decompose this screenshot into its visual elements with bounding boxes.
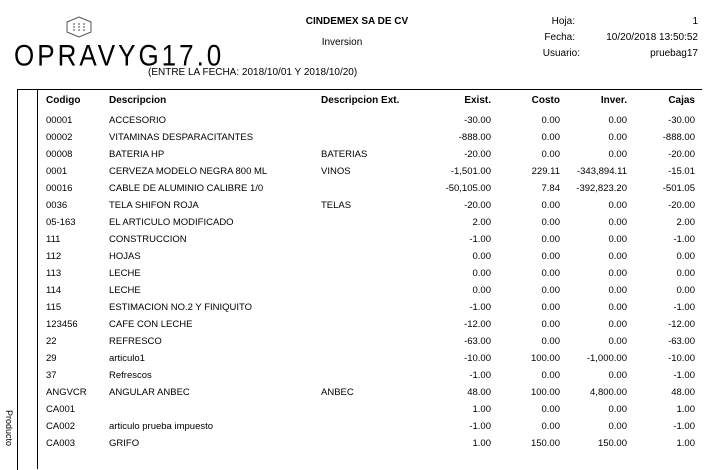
cell-inver: -343,894.11 [576,166,627,177]
cell-cajas: 0.00 [676,251,695,262]
cell-exist: 0.00 [472,268,491,279]
cell-cajas: 0.00 [676,285,695,296]
cell-codigo: 29 [46,353,57,364]
cell-codigo: 00016 [46,183,73,194]
cell-exist: -20.00 [464,200,491,211]
cell-costo: 0.00 [541,217,560,228]
cell-inver: 0.00 [608,115,627,126]
fecha-value: 10/20/2018 13:50:52 [606,32,698,43]
cell-codigo: 111 [46,234,61,245]
col-header-cajas: Cajas [668,95,695,106]
col-header-costo: Costo [531,95,560,106]
cell-inver: 150.00 [597,438,627,449]
cell-inver: 0.00 [608,404,627,415]
logo-text: OPRAVYG17.0 [14,38,225,73]
company-name: CINDEMEX SA DE CV [305,16,409,27]
cell-costo: 229.11 [531,166,560,177]
cell-exist: 48.00 [467,387,491,398]
cell-exist: -1.00 [469,421,491,432]
cell-cajas: -1.00 [673,302,695,313]
cell-costo: 0.00 [541,149,560,160]
hoja-value: 1 [692,16,698,27]
cell-inver: 0.00 [608,149,627,160]
col-header-descripcion-ext: Descripcion Ext. [321,95,400,106]
cell-cajas: -1.00 [673,370,695,381]
cell-descripcion: BATERIA HP [109,149,165,160]
table-row [0,217,713,234]
cell-codigo: 00008 [46,149,73,160]
cell-exist: -1,501.00 [450,166,491,177]
cell-descripcion: CONSTRUCCION [109,234,187,245]
cell-codigo: CA002 [46,421,76,432]
cell-descripcion: REFRESCO [109,336,162,347]
table-row [0,183,713,200]
cell-cajas: -501.05 [662,183,695,194]
cell-exist: -30.00 [464,115,491,126]
table-row [0,251,713,268]
cell-descripcion: LECHE [109,285,141,296]
cell-descripcion: articulo prueba impuesto [109,421,214,432]
usuario-value: pruebag17 [650,48,698,59]
cell-costo: 0.00 [541,268,560,279]
cell-inver: 0.00 [608,319,627,330]
cell-inver: 0.00 [608,251,627,262]
cell-cajas: -63.00 [668,336,695,347]
cell-cajas: 1.00 [676,438,695,449]
cell-exist: -1.00 [469,234,491,245]
cell-costo: 0.00 [541,115,560,126]
cell-codigo: 37 [46,370,57,381]
logo-hexagon-icon [64,16,94,38]
table-row [0,132,713,149]
cell-descripcion: Refrescos [109,370,152,381]
cell-descripcion-ext: BATERIAS [321,149,368,160]
cell-exist: 0.00 [472,251,491,262]
cell-cajas: -1.00 [673,421,695,432]
cell-inver: 0.00 [608,336,627,347]
cell-costo: 7.84 [541,183,560,194]
report-title: Inversion [321,37,363,48]
col-header-inver: Inver. [600,95,627,106]
cell-exist: -888.00 [458,132,491,143]
cell-costo: 0.00 [541,404,560,415]
cell-costo: 0.00 [541,319,560,330]
cell-costo: 0.00 [541,234,560,245]
cell-exist: 0.00 [472,285,491,296]
usuario-label: Usuario: [542,48,580,59]
cell-cajas: 2.00 [676,217,695,228]
cell-exist: 1.00 [472,438,491,449]
cell-codigo: 0001 [46,166,68,177]
cell-costo: 0.00 [541,302,560,313]
table-row [0,319,713,336]
cell-costo: 0.00 [541,421,560,432]
table-row [0,268,713,285]
cell-inver: -1,000.00 [586,353,627,364]
table-row [0,421,713,438]
cell-cajas: 0.00 [676,268,695,279]
table-row [0,404,713,421]
table-row [0,115,713,132]
table-row [0,166,713,183]
cell-cajas: -30.00 [668,115,695,126]
cell-cajas: -20.00 [668,200,695,211]
cell-costo: 150.00 [530,438,560,449]
cell-exist: -12.00 [464,319,491,330]
cell-descripcion: CAFE CON LECHE [109,319,193,330]
date-range: (ENTRE LA FECHA: 2018/10/01 Y 2018/10/20) [148,67,358,78]
cell-codigo: 112 [46,251,62,262]
cell-descripcion-ext: ANBEC [321,387,354,398]
cell-costo: 100.00 [530,387,560,398]
cell-cajas: -10.00 [668,353,695,364]
cell-costo: 0.00 [541,251,560,262]
cell-cajas: -888.00 [662,132,695,143]
cell-descripcion: GRIFO [109,438,140,449]
cell-descripcion: EL ARTICULO MODIFICADO [109,217,234,228]
cell-inver: 0.00 [608,200,627,211]
cell-inver: 0.00 [608,421,627,432]
cell-descripcion: CERVEZA MODELO NEGRA 800 ML [109,166,268,177]
cell-inver: -392,823.20 [576,183,627,194]
col-header-codigo: Codigo [46,95,81,106]
cell-descripcion: VITAMINAS DESPARACITANTES [109,132,254,143]
cell-descripcion: LECHE [109,268,141,279]
cell-codigo: 113 [46,268,62,279]
cell-inver: 0.00 [608,217,627,228]
cell-descripcion-ext: TELAS [321,200,352,211]
cell-descripcion: TELA SHIFON ROJA [109,200,199,211]
cell-descripcion: ANGULAR ANBEC [109,387,190,398]
cell-descripcion-ext: VINOS [321,166,351,177]
cell-exist: -50,105.00 [445,183,491,194]
cell-inver: 0.00 [608,132,627,143]
cell-exist: -1.00 [469,302,491,313]
table-row [0,438,713,455]
cell-inver: 0.00 [608,234,627,245]
table-row [0,302,713,319]
cell-codigo: 0036 [46,200,68,211]
cell-costo: 0.00 [541,285,560,296]
table-row [0,370,713,387]
cell-exist: -63.00 [464,336,491,347]
cell-cajas: -12.00 [668,319,695,330]
cell-inver: 0.00 [608,268,627,279]
table-row [0,149,713,166]
cell-exist: -1.00 [469,370,491,381]
table-row [0,387,713,404]
cell-inver: 0.00 [608,370,627,381]
table-row [0,353,713,370]
cell-codigo: 00002 [46,132,73,143]
cell-descripcion: articulo1 [109,353,145,364]
cell-codigo: CA003 [46,438,76,449]
cell-inver: 4,800.00 [590,387,627,398]
cell-codigo: 00001 [46,115,73,126]
cell-exist: 2.00 [472,217,491,228]
cell-descripcion: ACCESORIO [109,115,167,126]
cell-codigo: 114 [46,285,62,296]
cell-descripcion: CABLE DE ALUMINIO CALIBRE 1/0 [109,183,264,194]
cell-exist: -10.00 [464,353,491,364]
fecha-label: Fecha: [544,32,575,43]
cell-codigo: 123456 [46,319,78,330]
col-header-exist: Exist. [464,95,491,106]
cell-codigo: ANGVCR [46,387,87,398]
cell-cajas: -15.01 [668,166,695,177]
cell-costo: 100.00 [530,353,560,364]
col-header-descripcion: Descripcion [109,95,167,106]
cell-cajas: -1.00 [673,234,695,245]
hoja-label: Hoja: [551,16,575,27]
cell-descripcion: HOJAS [109,251,141,262]
cell-costo: 0.00 [541,132,560,143]
cell-cajas: -20.00 [668,149,695,160]
cell-cajas: 1.00 [676,404,695,415]
cell-inver: 0.00 [608,285,627,296]
cell-codigo: 115 [46,302,62,313]
table-row [0,234,713,251]
cell-codigo: 22 [46,336,57,347]
cell-cajas: 48.00 [671,387,695,398]
cell-inver: 0.00 [608,302,627,313]
cell-costo: 0.00 [541,200,560,211]
cell-costo: 0.00 [541,336,560,347]
table-row [0,200,713,217]
table-row [0,336,713,353]
cell-exist: 1.00 [472,404,491,415]
table-row [0,285,713,302]
side-label-producto: Producto [4,410,14,447]
cell-codigo: 05-163 [46,217,76,228]
cell-exist: -20.00 [464,149,491,160]
cell-costo: 0.00 [541,370,560,381]
cell-codigo: CA001 [46,404,76,415]
cell-descripcion: ESTIMACION NO.2 Y FINIQUITO [109,302,253,313]
